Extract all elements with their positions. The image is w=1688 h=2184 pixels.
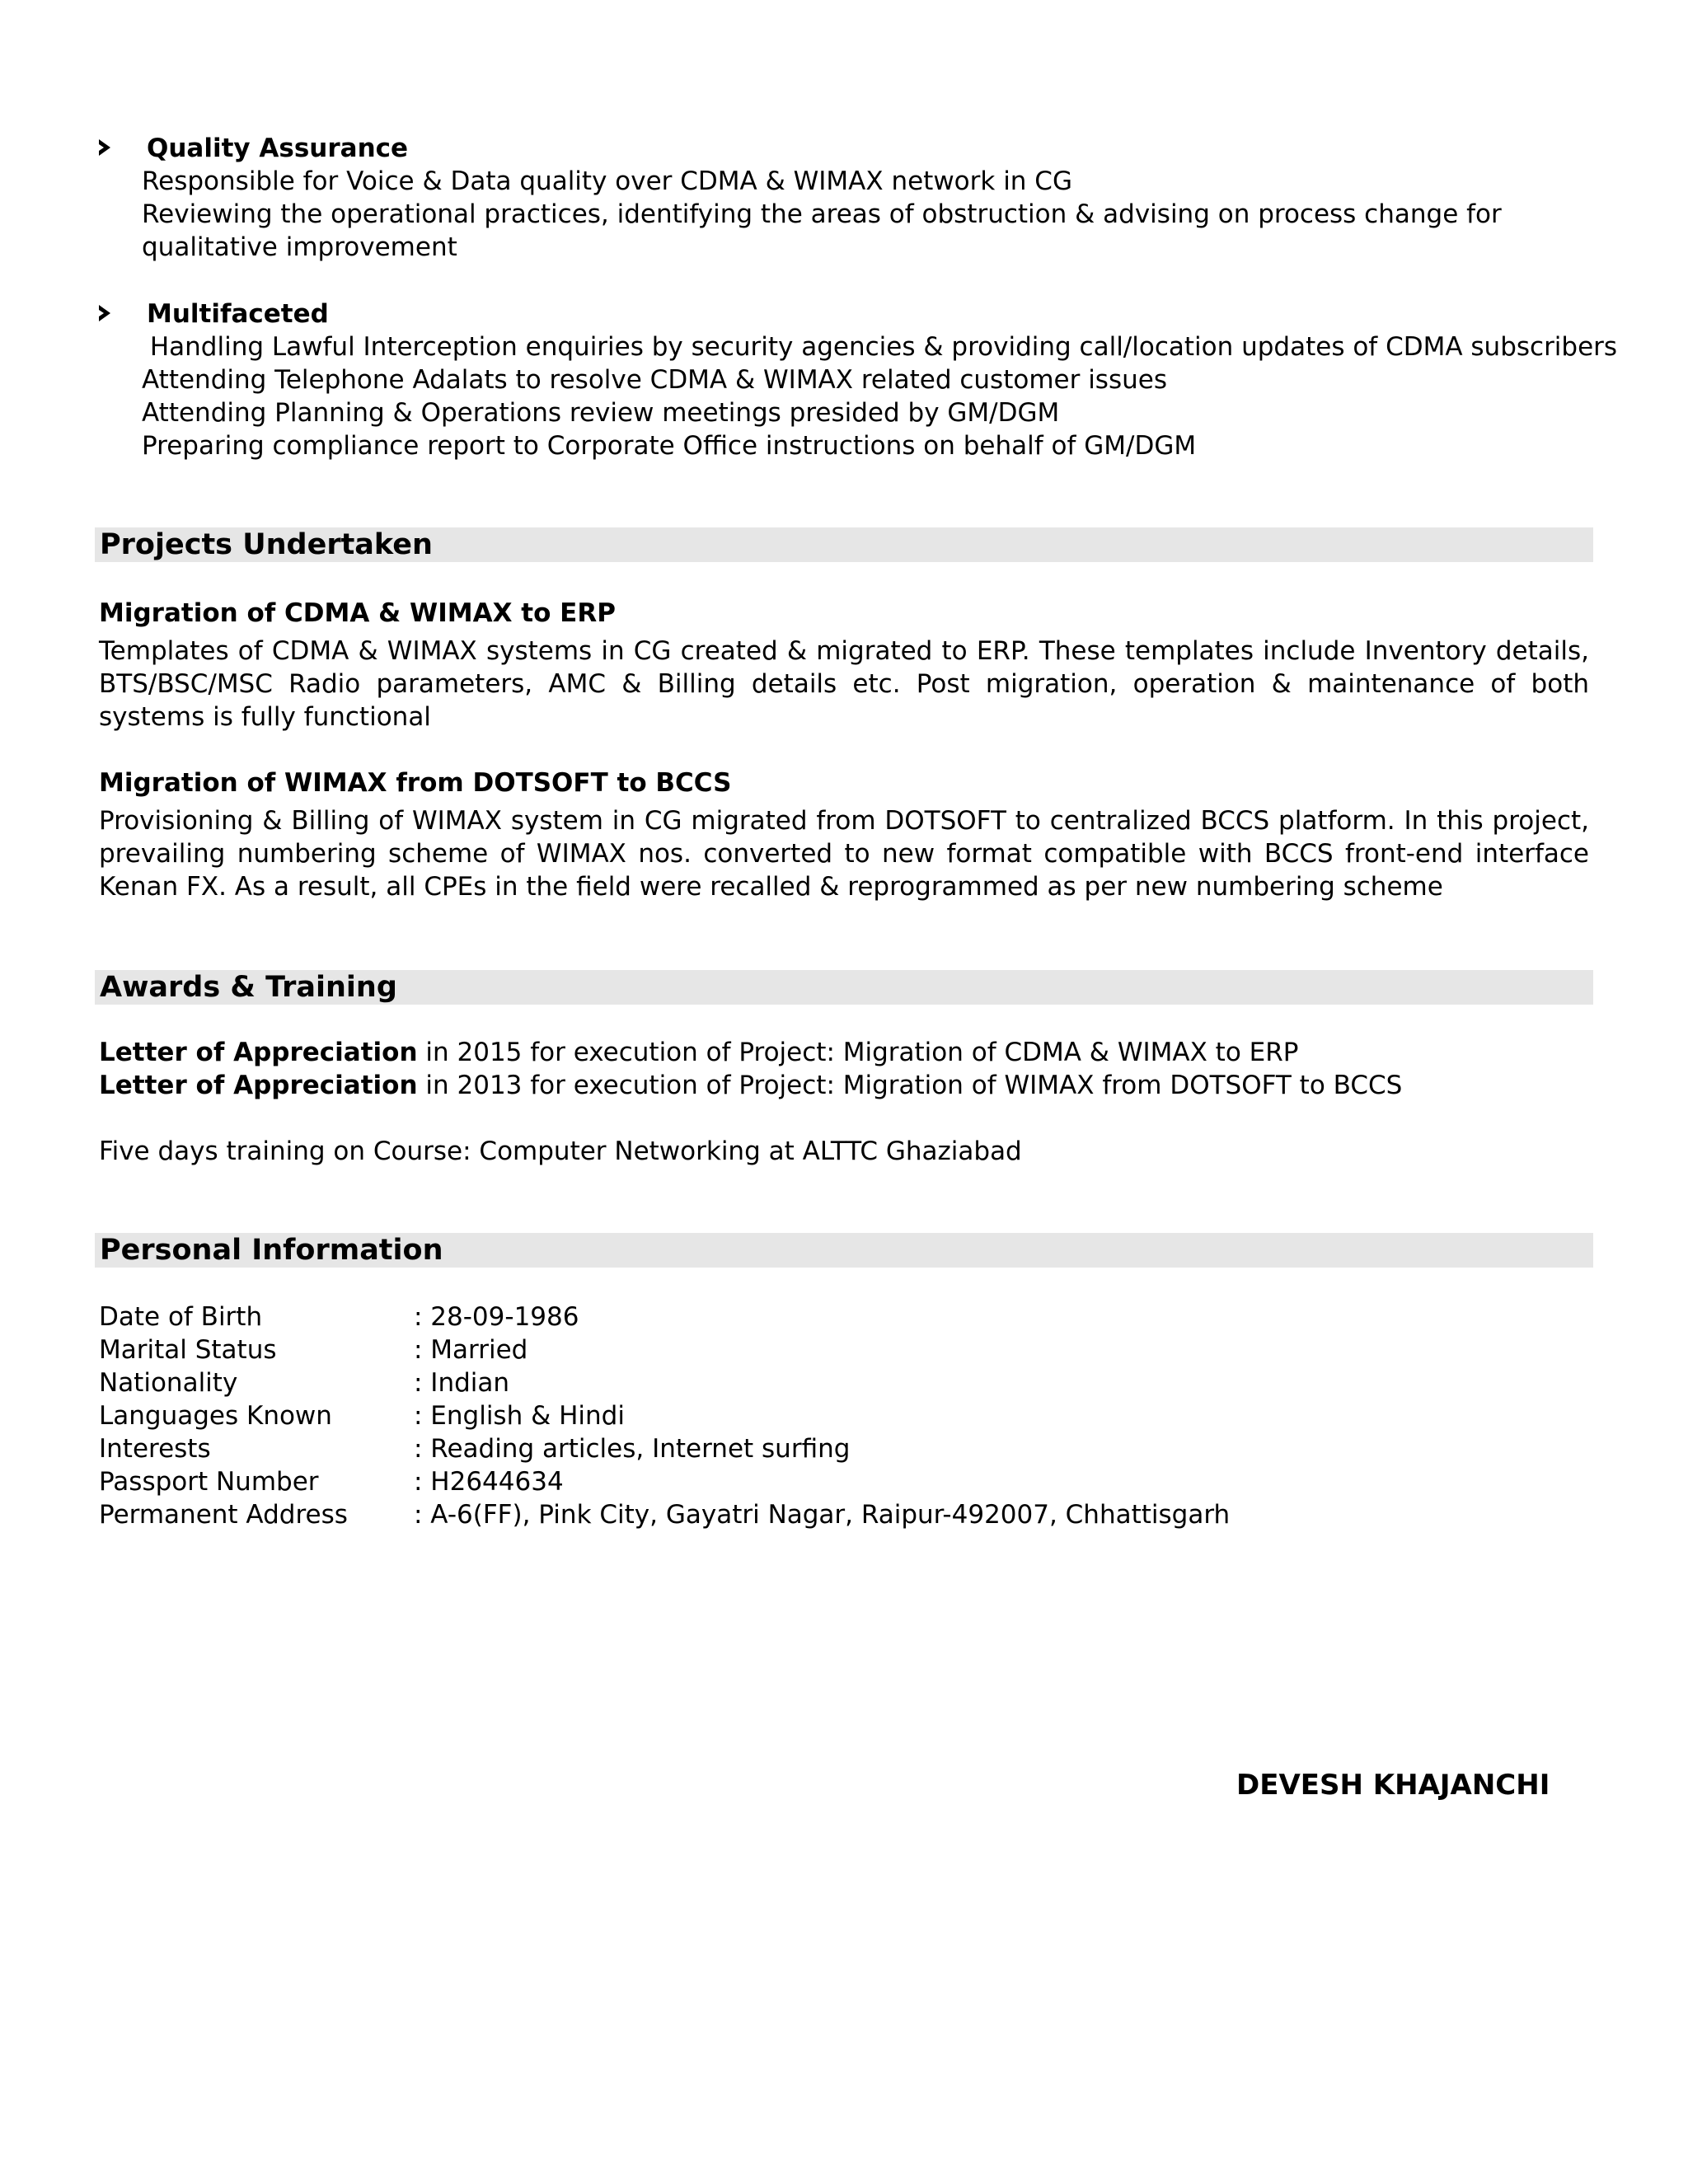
signature-name: DEVESH KHAJANCHI	[1236, 1769, 1550, 1802]
responsibility-line: Attending Telephone Adalats to resolve CDMA & WIMAX related customer issues	[142, 365, 1167, 395]
training-item: Five days training on Course: Computer Networking at ALTTC Ghaziabad	[99, 1137, 1022, 1166]
personal-row	[99, 1399, 1589, 1432]
personal-label: Date of Birth	[99, 1302, 263, 1332]
award-item	[99, 1069, 1589, 1102]
award-detail: in 2015 for execution of Project: Migration of CDMA & WIMAX to ERP	[417, 1038, 1299, 1067]
personal-label: Interests	[99, 1434, 211, 1464]
project-title: Migration of WIMAX from DOTSOFT to BCCS	[99, 768, 732, 798]
personal-value: : H2644634	[414, 1467, 564, 1497]
project-description: Templates of CDMA & WIMAX systems in CG created & migrated to ERP. These templates include Inventory details, BTS/BSC/MSC Radio parameters, AMC & Billing details etc. Post migration, operation & maintenance of both systems is fully functional	[99, 636, 1589, 732]
personal-label: Passport Number	[99, 1467, 319, 1497]
personal-value: : English & Hindi	[414, 1401, 625, 1431]
personal-value: : Reading articles, Internet surfing	[414, 1434, 851, 1464]
responsibility-quality-assurance	[99, 132, 1607, 264]
section-title: Projects Undertaken	[100, 528, 433, 561]
personal-value: : A-6(FF), Pink City, Gayatri Nagar, Raipur-492007, Chhattisgarh	[414, 1500, 1231, 1530]
personal-row	[99, 1465, 1589, 1498]
personal-row	[99, 1432, 1589, 1465]
awards-list	[99, 1036, 1589, 1168]
personal-label: Marital Status	[99, 1335, 277, 1365]
section-header-awards	[95, 970, 1593, 1005]
section-header-personal	[95, 1233, 1593, 1268]
personal-info-table	[99, 1301, 1589, 1531]
personal-row	[99, 1498, 1589, 1531]
project-description: Provisioning & Billing of WIMAX system in CG migrated from DOTSOFT to centralized BCCS platform. In this project, prevailing numbering scheme of WIMAX nos. converted to new format compatible with BCCS front-end interface Kenan FX. As a result, all CPEs in the field were recalled & reprogrammed as per new numbering scheme	[99, 806, 1589, 902]
responsibility-line: Responsible for Voice & Data quality over CDMA & WIMAX network in CG	[142, 166, 1072, 196]
responsibility-line: Attending Planning & Operations review meetings presided by GM/DGM	[142, 398, 1060, 428]
award-detail: in 2013 for execution of Project: Migration of WIMAX from DOTSOFT to BCCS	[417, 1071, 1403, 1100]
award-title: Letter of Appreciation	[99, 1038, 418, 1067]
responsibility-title: Quality Assurance	[147, 134, 409, 163]
responsibility-line: Reviewing the operational practices, identifying the areas of obstruction & advising on process change for	[142, 199, 1502, 229]
section-header-projects	[95, 527, 1593, 562]
arrow-bullet-icon	[99, 305, 110, 321]
personal-row	[99, 1301, 1589, 1333]
personal-value: : Married	[414, 1335, 528, 1365]
personal-value: : 28-09-1986	[414, 1302, 579, 1332]
responsibility-line: Preparing compliance report to Corporate Office instructions on behalf of GM/DGM	[142, 431, 1197, 461]
responsibility-title: Multifaceted	[147, 299, 329, 329]
personal-value: : Indian	[414, 1368, 510, 1398]
responsibility-line: qualitative improvement	[142, 232, 457, 262]
personal-row	[99, 1366, 1589, 1399]
arrow-bullet-icon	[99, 139, 110, 156]
section-title: Awards & Training	[100, 971, 397, 1004]
personal-label: Languages Known	[99, 1401, 332, 1431]
personal-label: Nationality	[99, 1368, 238, 1398]
responsibility-line: Handling Lawful Interception enquiries by security agencies & providing call/location updates of CDMA subscribers	[142, 332, 1618, 362]
project-item	[99, 766, 1589, 903]
project-title: Migration of CDMA & WIMAX to ERP	[99, 598, 616, 628]
section-title: Personal Information	[100, 1234, 443, 1267]
award-title: Letter of Appreciation	[99, 1071, 418, 1100]
personal-label: Permanent Address	[99, 1500, 348, 1530]
project-item	[99, 597, 1589, 733]
responsibility-multifaceted	[99, 298, 1618, 462]
award-item	[99, 1036, 1589, 1069]
personal-row	[99, 1333, 1589, 1366]
